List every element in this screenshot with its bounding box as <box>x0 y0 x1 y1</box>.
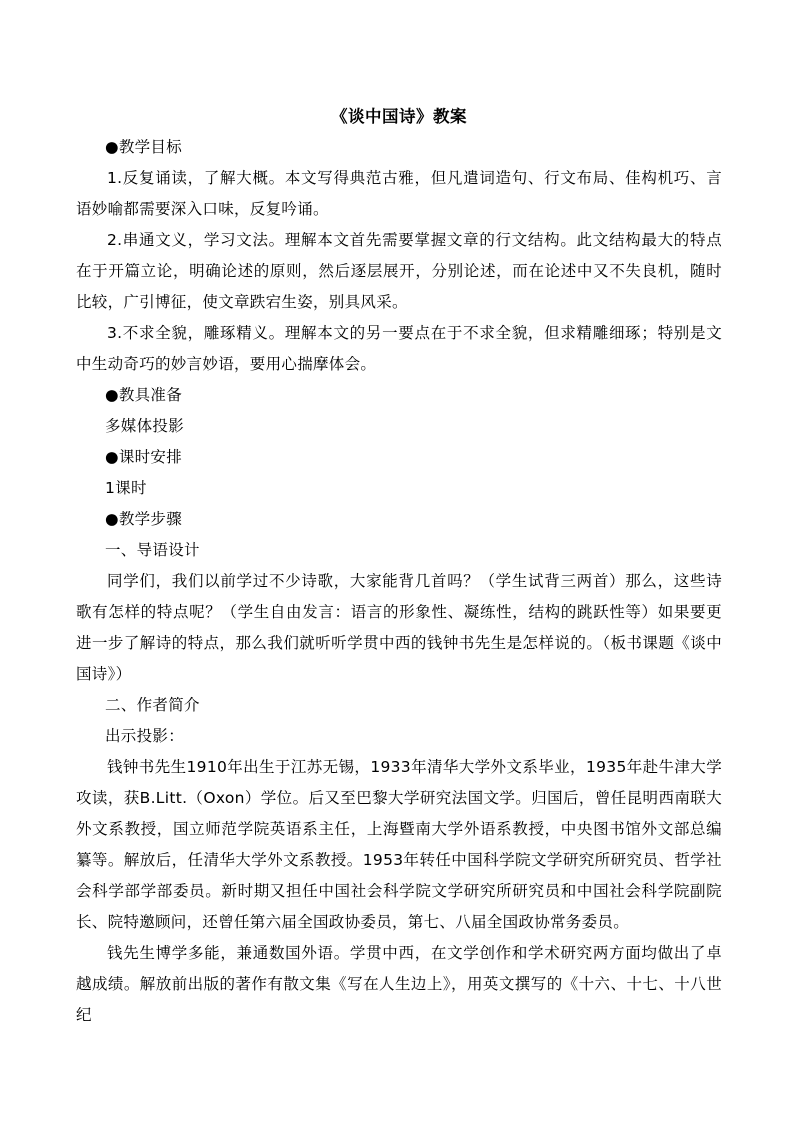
step1-heading: 一、导语设计 <box>105 541 200 559</box>
biography-paragraph-1: 钱钟书先生1910年出生于江苏无锡，1933年清华大学外文系毕业，1935年赴牛津大学攻读，获B.Litt.（Oxon）学位。后又至巴黎大学研究法国文学。归国后，曾任昆明西南联大外文系教授，国立师范学院英语系主任，上海暨南大学外语系教授，中央图书馆外文部总编纂等。解放后，任清华大学外文系教授。1953年转任中国科学院文学研究所研究员、哲学社会科学部学部委员。新时期又担任中国社会科学院文学研究所研究员和中国社会科学院副院长、院特邀顾问，还曾任第六届全国政协委员，第七、八届全国政协常务委员。 <box>76 758 722 931</box>
goal-paragraph-2: 2.串通文义，学习文法。理解本文首先需要掌握文章的行文结构。此文结构最大的特点在于开篇立论，明确论述的原则，然后逐层展开，分别论述，而在论述中又不失良机，随时比较，广引博征，使文章跌宕生姿，别具风采。 <box>76 231 722 311</box>
goal-paragraph-1: 1.反复诵读，了解大概。本文写得典范古雅，但凡遣词造句、行文布局、佳构机巧、言语妙喻都需要深入口味，反复吟诵。 <box>76 169 722 218</box>
document-title: 《谈中国诗》教案 <box>331 107 467 126</box>
biography-paragraph-2: 钱先生博学多能，兼通数国外语。学贯中西，在文学创作和学术研究两方面均做出了卓越成绩。解放前出版的著作有散文集《写在人生边上》，用英文撰写的《十六、十七、十八世纪 <box>76 944 722 1024</box>
step2-subheading: 出示投影： <box>105 727 185 745</box>
tools-text: 多媒体投影 <box>105 417 185 435</box>
step2-heading: 二、作者简介 <box>105 696 200 714</box>
section-heading-time: ●课时安排 <box>105 448 183 466</box>
time-text: 1课时 <box>105 479 147 497</box>
goal-paragraph-3: 3.不求全貌，雕琢精义。理解本文的另一要点在于不求全貌，但求精雕细琢；特别是文中生动奇巧的妙言妙语，要用心揣摩体会。 <box>76 324 722 373</box>
section-heading-steps: ●教学步骤 <box>105 510 183 528</box>
section-heading-tools: ●教具准备 <box>105 386 183 404</box>
step1-paragraph: 同学们，我们以前学过不少诗歌，大家能背几首吗？（学生试背三两首）那么，这些诗歌有怎样的特点呢？（学生自由发言：语言的形象性、凝练性，结构的跳跃性等）如果要更进一步了解诗的特点，那么我们就听听学贯中西的钱钟书先生是怎样说的。（板书课题《谈中国诗》） <box>76 572 722 683</box>
document-body <box>76 101 722 1031</box>
section-heading-goals: ●教学目标 <box>105 138 183 156</box>
